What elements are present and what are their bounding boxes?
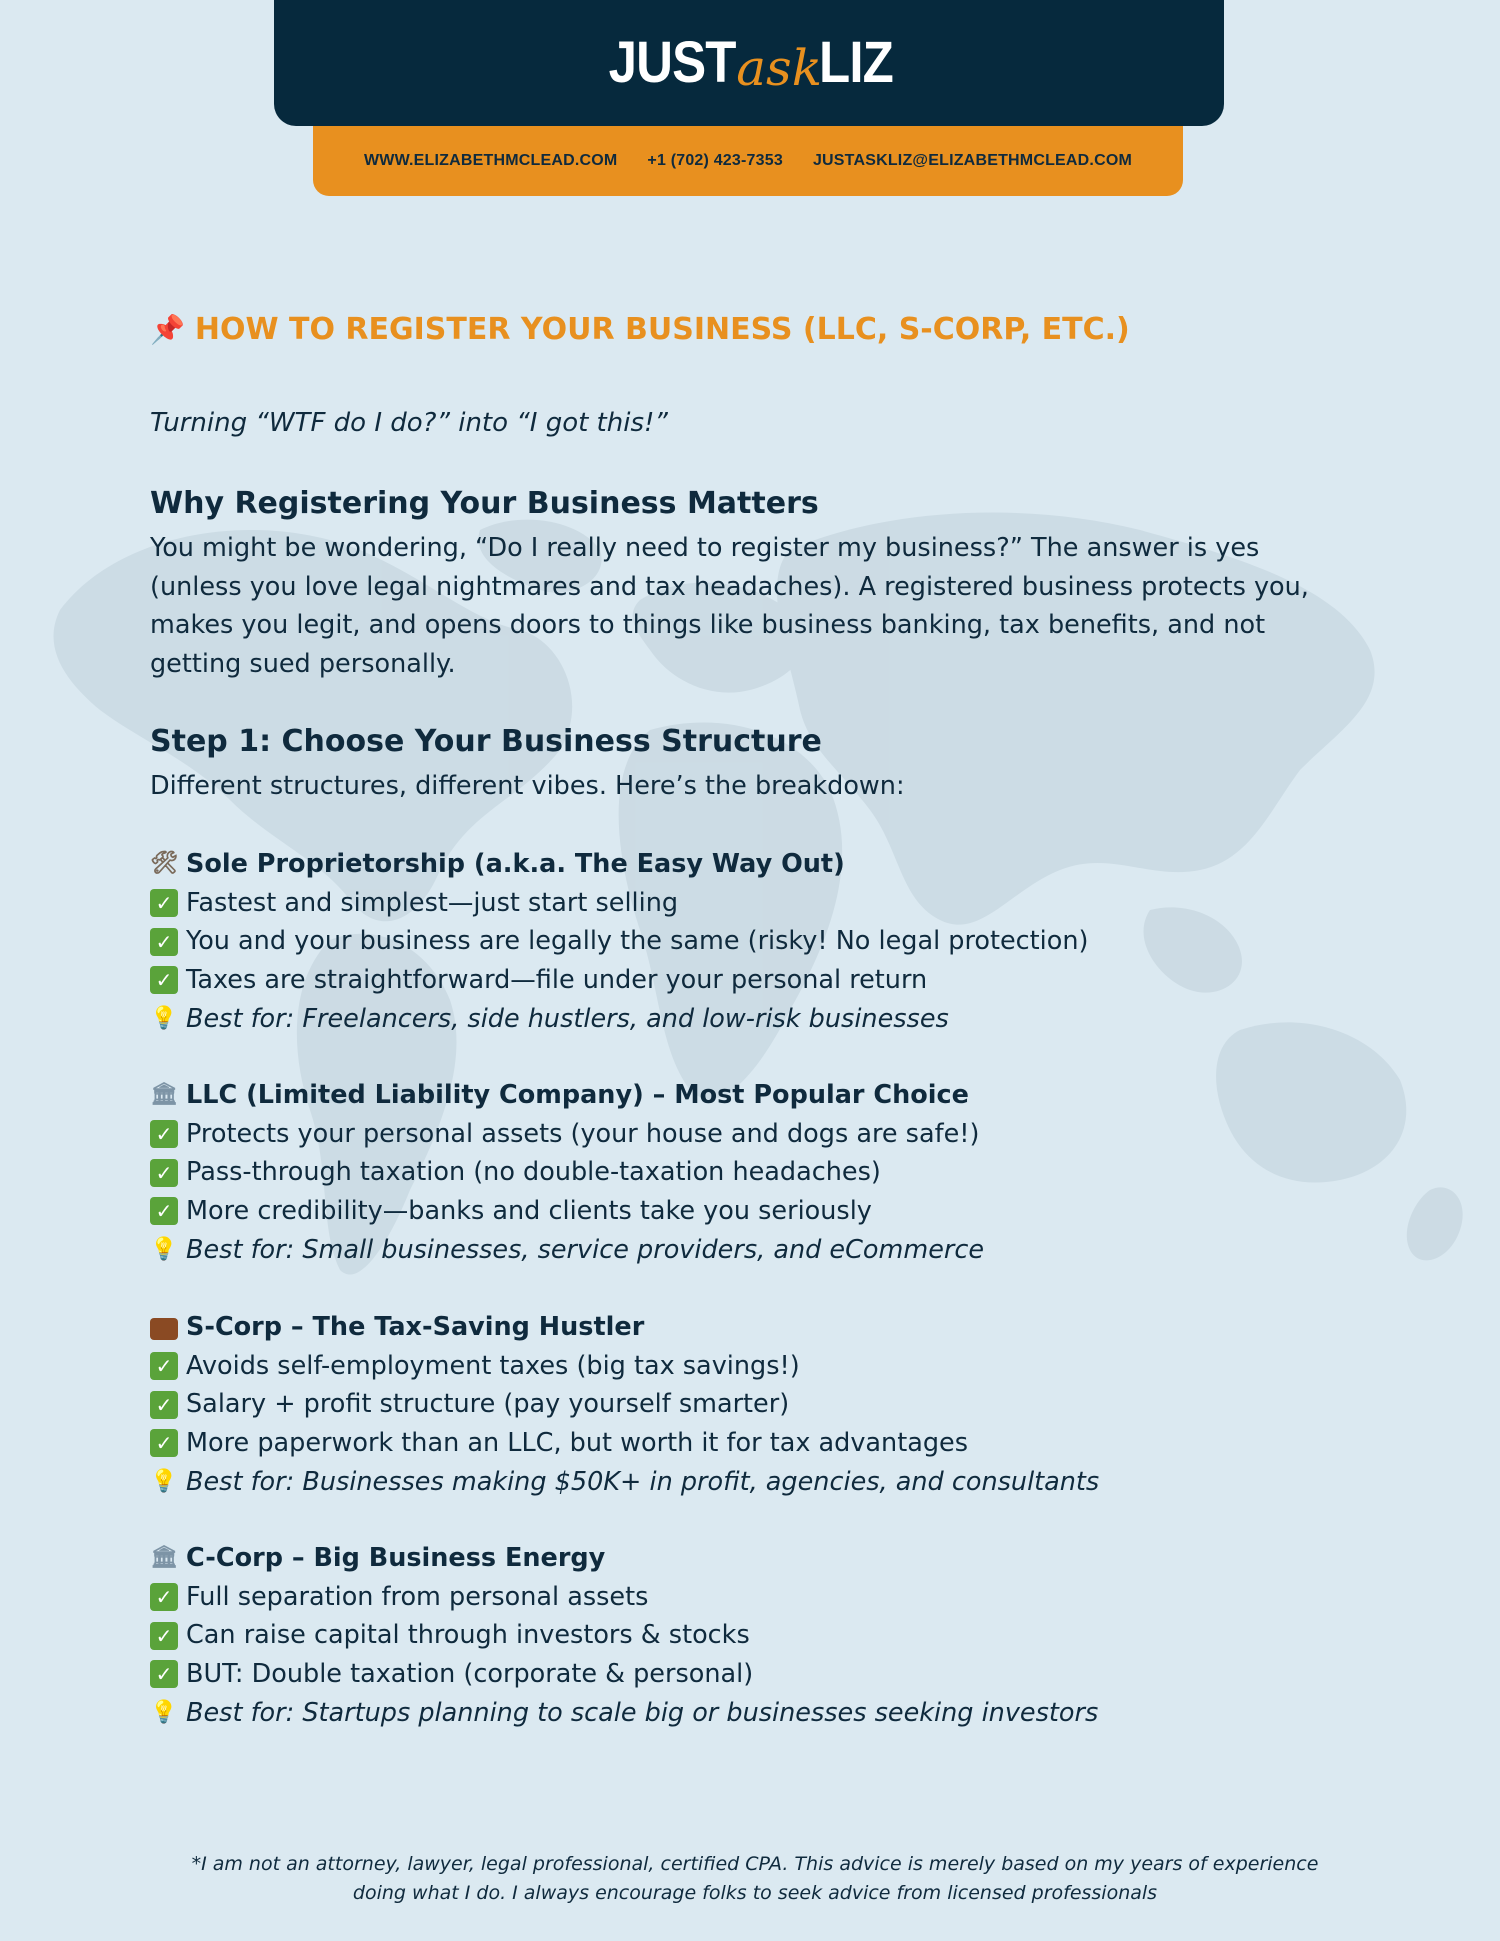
point-text: More credibility—banks and clients take you seriously — [186, 1196, 872, 1227]
structure-c-corp — [150, 1539, 1360, 1732]
lightbulb-icon: 💡 — [150, 1700, 178, 1726]
structure-title: LLC (Limited Liability Company) – Most Popular Choice — [186, 1080, 969, 1110]
best-for-text: Best for: Small businesses, service providers, and eCommerce — [186, 1234, 985, 1265]
point-text: Full separation from personal assets — [186, 1581, 649, 1612]
point-text: Taxes are straightforward—file under your personal return — [186, 965, 928, 996]
header-logo-box — [274, 0, 1224, 126]
point-text: More paperwork than an LLC, but worth it for tax advantages — [186, 1428, 968, 1459]
structure-llc — [150, 1076, 1360, 1269]
best-for-text: Best for: Freelancers, side hustlers, and low-risk businesses — [186, 1003, 949, 1034]
structure-title-row — [150, 845, 1360, 884]
logo-script-ask: ask — [736, 39, 823, 97]
contact-website[interactable]: WWW.ELIZABETHMCLEAD.COM — [363, 152, 618, 169]
structure-title: S-Corp – The Tax-Saving Hustler — [186, 1312, 645, 1342]
best-for-text: Best for: Businesses making $50K+ in profit, agencies, and consultants — [186, 1466, 1100, 1497]
why-paragraph — [150, 529, 1360, 684]
check-icon: ✓ — [150, 1660, 178, 1688]
structure-point — [150, 1115, 1360, 1154]
why-line: makes you legit, and opens doors to things like business banking, tax benefits, and not — [150, 610, 1266, 641]
check-icon: ✓ — [150, 1391, 178, 1419]
point-text: Can raise capital through investors & stocks — [186, 1620, 750, 1651]
lightbulb-icon: 💡 — [150, 1006, 178, 1032]
disclaimer-line: *I am not an attorney, lawyer, legal professional, certified CPA. This advice is merely based on my years of experience — [191, 1853, 1319, 1875]
structure-title-row — [150, 1076, 1360, 1115]
point-text: Pass-through taxation (no double-taxation headaches) — [186, 1157, 881, 1188]
step1-heading: Step 1: Choose Your Business Structure — [150, 724, 822, 759]
check-icon: ✓ — [150, 1197, 178, 1225]
structure-sole-proprietorship — [150, 845, 1360, 1038]
check-icon: ✓ — [150, 1583, 178, 1611]
best-for-text: Best for: Startups planning to scale big or businesses seeking investors — [186, 1697, 1099, 1728]
point-text: Salary + profit structure (pay yourself smarter) — [186, 1389, 790, 1420]
disclaimer-line: doing what I do. I always encourage folks to seek advice from licensed professionals — [352, 1882, 1158, 1904]
check-icon: ✓ — [150, 966, 178, 994]
check-icon: ✓ — [150, 1120, 178, 1148]
pushpin-icon: 📌 — [150, 313, 185, 346]
structure-best-for — [150, 1000, 1360, 1039]
structure-title-row — [150, 1539, 1360, 1578]
contact-phone[interactable]: +1 (702) 423-7353 — [647, 152, 783, 169]
lightbulb-icon: 💡 — [150, 1237, 178, 1263]
structure-best-for — [150, 1463, 1360, 1502]
point-text: Fastest and simplest—just start selling — [186, 887, 679, 918]
bank-building-icon: 🏛 — [150, 1082, 178, 1108]
structure-point — [150, 1385, 1360, 1424]
why-line: (unless you love legal nightmares and tax headaches). A registered business protects you, — [150, 571, 1309, 602]
structure-point — [150, 1424, 1360, 1463]
structure-point — [150, 1192, 1360, 1231]
why-line: You might be wondering, “Do I really need to register my business?” The answer is yes — [150, 533, 1260, 563]
subtitle: Turning “WTF do I do?” into “I got this!” — [150, 408, 668, 438]
logo-word-liz: LIZ — [819, 30, 893, 95]
point-text: You and your business are legally the same (risky! No legal protection) — [186, 926, 1089, 957]
structure-s-corp — [150, 1308, 1360, 1501]
structure-title: Sole Proprietorship (a.k.a. The Easy Way Out) — [186, 849, 845, 879]
check-icon: ✓ — [150, 889, 178, 917]
step1-intro: Different structures, different vibes. Here’s the breakdown: — [150, 771, 905, 801]
point-text: Protects your personal assets (your house and dogs are safe!) — [186, 1118, 980, 1149]
structure-point — [150, 884, 1360, 923]
disclaimer — [150, 1850, 1360, 1908]
check-icon: ✓ — [150, 1352, 178, 1380]
page-title-text: HOW TO REGISTER YOUR BUSINESS (LLC, S-CORP, ETC.) — [194, 312, 1130, 347]
structure-best-for — [150, 1231, 1360, 1270]
why-line: getting sued personally. — [150, 649, 456, 680]
brand-logo — [600, 30, 898, 97]
contact-email[interactable]: JUSTASKLIZ@ELIZABETHMCLEAD.COM — [812, 152, 1133, 169]
structure-title: C-Corp – Big Business Energy — [186, 1543, 606, 1573]
structure-point — [150, 961, 1360, 1000]
point-text: Avoids self-employment taxes (big tax savings!) — [186, 1350, 800, 1381]
lightbulb-icon: 💡 — [150, 1469, 178, 1495]
structure-point — [150, 1153, 1360, 1192]
briefcase-icon — [150, 1318, 178, 1340]
logo-word-just: JUST — [608, 30, 736, 95]
structure-best-for — [150, 1694, 1360, 1733]
check-icon: ✓ — [150, 928, 178, 956]
check-icon: ✓ — [150, 1159, 178, 1187]
structure-point — [150, 1578, 1360, 1617]
structure-point — [150, 922, 1360, 961]
check-icon: ✓ — [150, 1622, 178, 1650]
structure-title-row — [150, 1308, 1360, 1347]
hammer-wrench-icon: 🛠 — [150, 851, 178, 877]
point-text: BUT: Double taxation (corporate & personal) — [186, 1659, 754, 1690]
structure-point — [150, 1616, 1360, 1655]
structure-point — [150, 1655, 1360, 1694]
structure-point — [150, 1347, 1360, 1386]
check-icon: ✓ — [150, 1429, 178, 1457]
why-heading: Why Registering Your Business Matters — [150, 486, 819, 521]
bank-building-icon: 🏛 — [150, 1545, 178, 1571]
page-title — [150, 312, 1130, 347]
